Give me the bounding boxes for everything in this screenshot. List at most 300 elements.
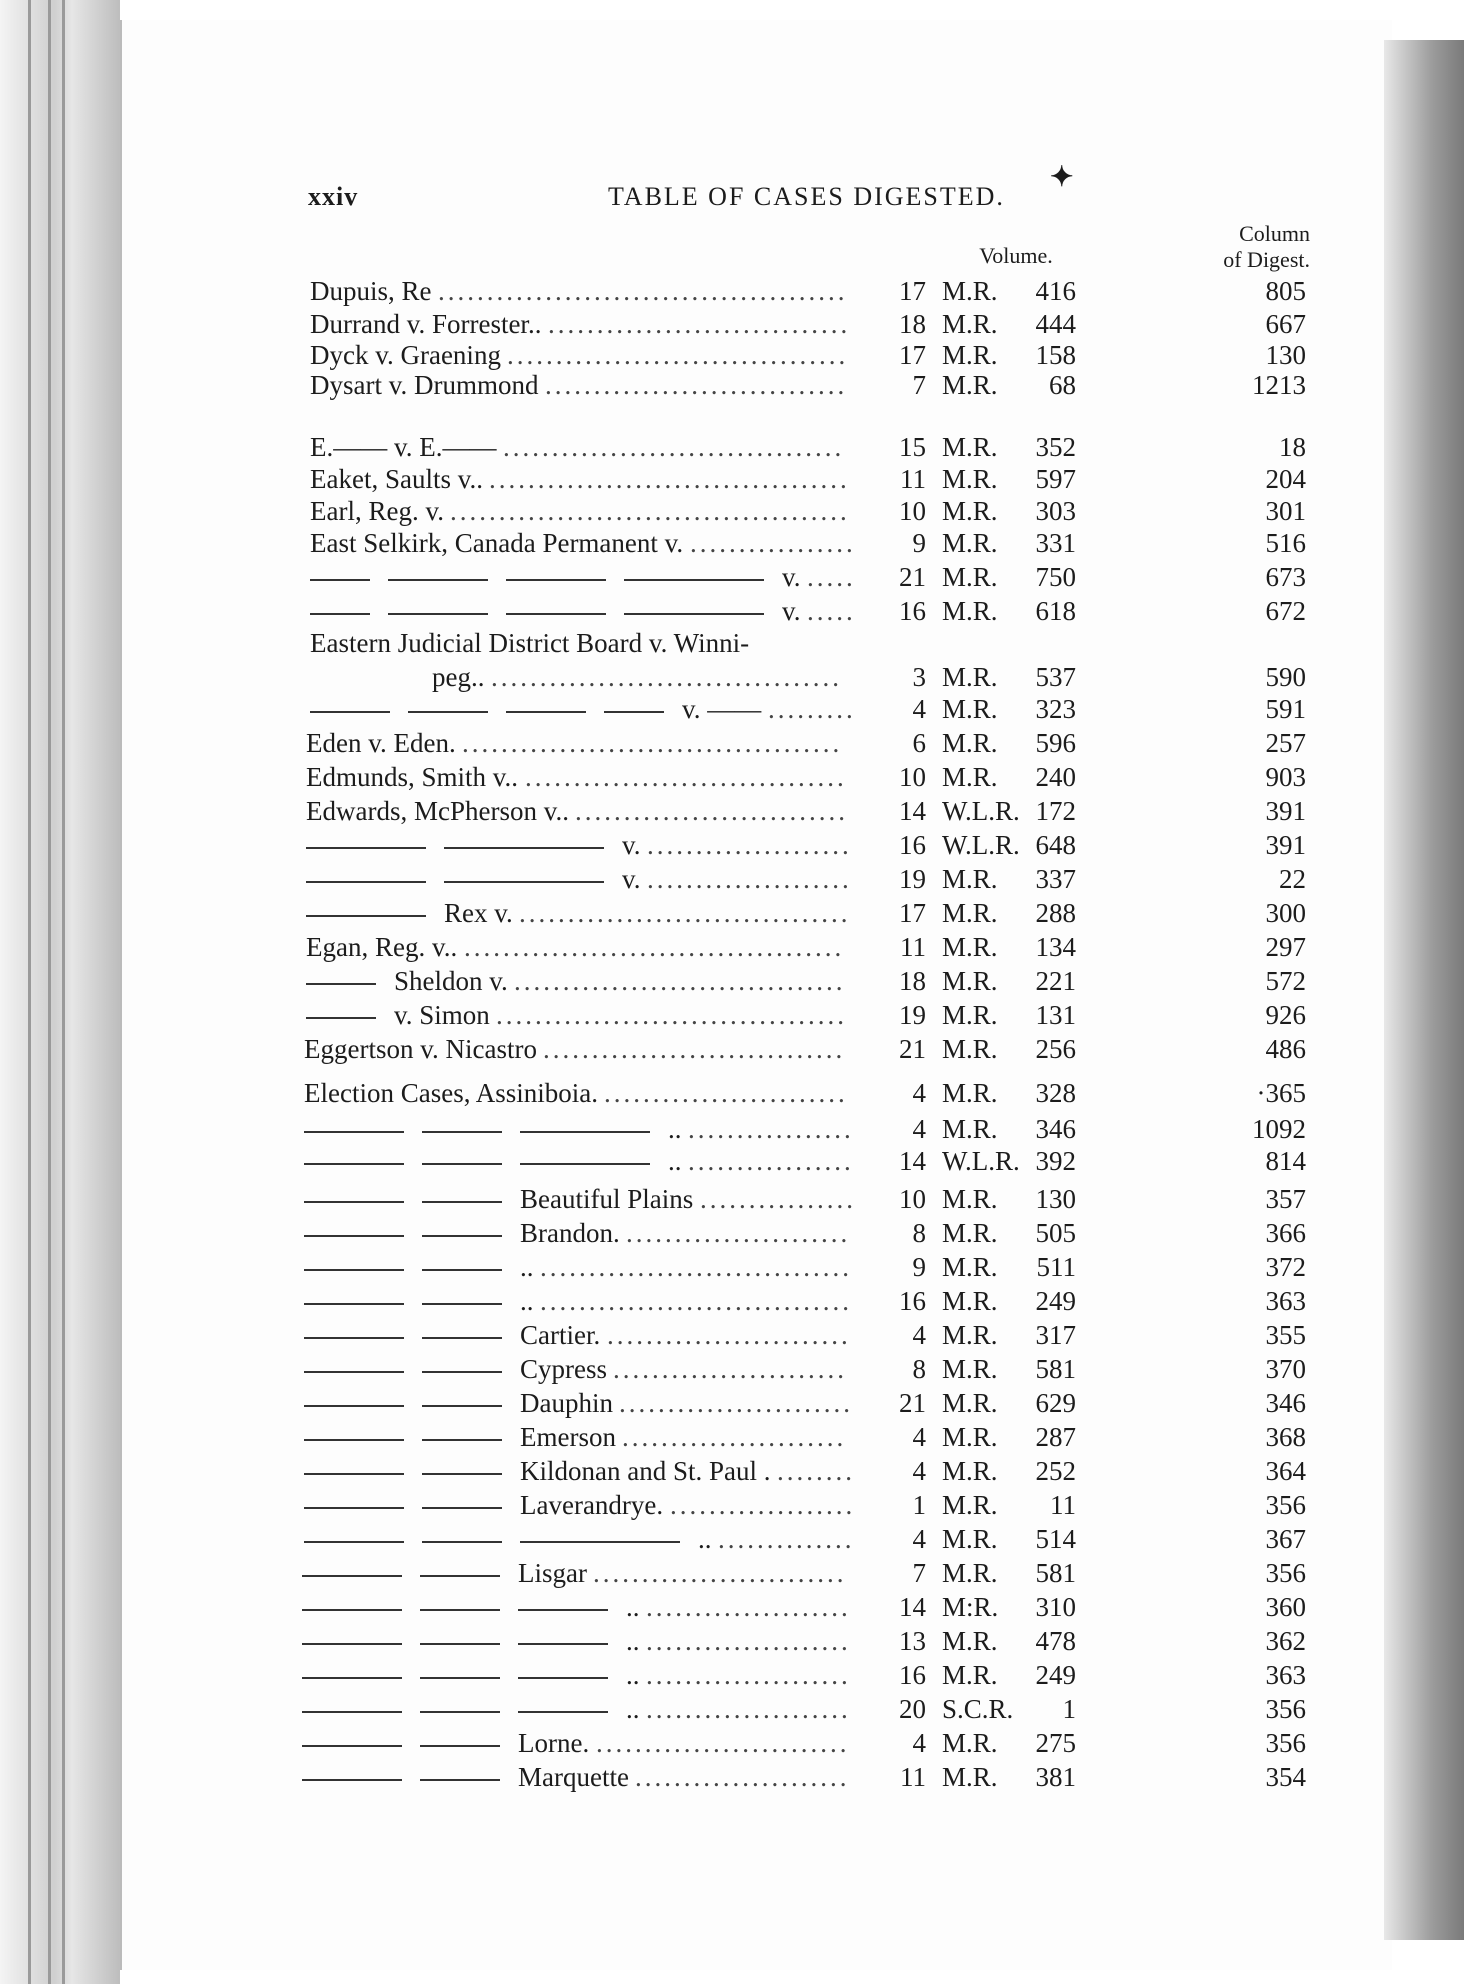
report-abbreviation: M.R.	[942, 276, 998, 306]
volume-number: 8	[912, 1354, 926, 1384]
report-abbreviation: M.R.	[942, 1354, 998, 1384]
leader-dots: ..........................	[593, 1558, 847, 1588]
leader-dots: ....................................	[496, 1000, 847, 1030]
case-name	[304, 1218, 620, 1249]
volume-number: 17	[899, 898, 926, 928]
volume-number: 9	[912, 528, 926, 558]
case-name	[310, 596, 801, 627]
case-name-text: v. Simon	[394, 1000, 490, 1030]
digest-column: 805	[1265, 276, 1306, 306]
case-name	[304, 1456, 771, 1487]
table-row	[0, 596, 1464, 630]
report-abbreviation: M.R.	[942, 1490, 998, 1520]
report-page: 596	[1035, 728, 1076, 758]
digest-column: 22	[1279, 864, 1306, 894]
leader-dots: ........................	[619, 1388, 853, 1418]
report-page: 240	[1035, 762, 1076, 792]
digest-column: 590	[1265, 662, 1306, 692]
case-name	[302, 1558, 587, 1589]
digest-column: 903	[1265, 762, 1306, 792]
case-name-text: Lorne.	[518, 1728, 590, 1758]
report-abbreviation: M.R.	[942, 1388, 998, 1418]
case-name	[310, 432, 496, 463]
leader-dots: ..................................	[514, 966, 846, 996]
ink-mark: ✦	[1050, 162, 1074, 193]
leader-dots: .....................	[646, 1694, 851, 1724]
case-name	[304, 1034, 537, 1065]
case-name	[310, 694, 761, 725]
volume-number: 3	[912, 662, 926, 692]
report-abbreviation: M.R.	[942, 1762, 998, 1792]
report-page: 629	[1035, 1388, 1076, 1418]
case-name-text: Rex v.	[444, 898, 513, 928]
case-name-text: ..	[520, 1252, 534, 1282]
digest-column: 372	[1265, 1252, 1306, 1282]
report-abbreviation: M.R.	[942, 1558, 998, 1588]
report-abbreviation: M.R.	[942, 1524, 998, 1554]
digest-column: 346	[1265, 1388, 1306, 1418]
table-row	[0, 1184, 1464, 1218]
page-header	[0, 182, 1464, 218]
volume-number: 1	[912, 1490, 926, 1520]
table-row	[0, 1626, 1464, 1660]
case-name-text: ..	[626, 1592, 640, 1622]
case-name	[310, 309, 541, 340]
case-name-text: Eastern Judicial District Board v. Winni-	[310, 628, 750, 658]
report-page: 158	[1035, 340, 1076, 370]
leader-dots: .................	[690, 528, 856, 558]
page-number: xxiv	[308, 182, 359, 211]
case-name-text: ..	[520, 1286, 534, 1316]
case-name	[304, 1388, 613, 1419]
case-name-text: Election Cases, Assiniboia.	[304, 1078, 598, 1108]
case-name-text: ..	[698, 1524, 712, 1554]
leader-dots: ..........................................	[438, 276, 848, 306]
report-page: 597	[1035, 464, 1076, 494]
case-name-text: v.	[622, 830, 641, 860]
leader-dots: .......................	[626, 1218, 851, 1248]
digest-column: 1213	[1252, 370, 1306, 400]
case-name-text: Laverandrye.	[520, 1490, 664, 1520]
table-row	[0, 1078, 1464, 1112]
case-name-text: ..	[626, 1626, 640, 1656]
report-abbreviation: M.R.	[942, 1114, 998, 1144]
digest-column: 591	[1265, 694, 1306, 724]
table-row	[0, 309, 1464, 343]
digest-column: 354	[1265, 1762, 1306, 1792]
report-page: 1	[1062, 1694, 1076, 1724]
leader-dots: ...............................	[548, 309, 851, 339]
volume-number: 4	[912, 1114, 926, 1144]
digest-column: 672	[1265, 596, 1306, 626]
digest-column: 297	[1265, 932, 1306, 962]
case-name	[306, 864, 641, 895]
report-abbreviation: M.R.	[942, 496, 998, 526]
case-name-text: ..	[668, 1146, 682, 1176]
table-row	[0, 932, 1464, 966]
column-header-line2: of Digest.	[1223, 247, 1310, 272]
table-row	[0, 1660, 1464, 1694]
case-name-text: ..	[626, 1660, 640, 1690]
case-name	[306, 1000, 490, 1031]
digest-column: 300	[1265, 898, 1306, 928]
report-page: 750	[1035, 562, 1076, 592]
report-abbreviation: M.R.	[942, 966, 998, 996]
volume-number: 14	[899, 796, 926, 826]
report-page: 221	[1035, 966, 1076, 996]
volume-number: 10	[899, 1184, 926, 1214]
volume-number: 9	[912, 1252, 926, 1282]
case-name-text: Cartier.	[520, 1320, 601, 1350]
report-page: 249	[1035, 1286, 1076, 1316]
report-abbreviation: M.R.	[942, 864, 998, 894]
leader-dots: ................................	[540, 1252, 852, 1282]
table-row	[0, 1524, 1464, 1558]
report-page: 514	[1035, 1524, 1076, 1554]
digest-column: ·365	[1256, 1078, 1306, 1108]
table-row	[0, 464, 1464, 498]
leader-dots: ................................	[540, 1286, 852, 1316]
report-page: 537	[1035, 662, 1076, 692]
case-name-text: v. ——	[682, 694, 762, 724]
volume-number: 21	[899, 1388, 926, 1418]
case-name-text: Eden v. Eden.	[306, 728, 456, 758]
case-name	[304, 1252, 534, 1283]
case-name	[302, 1592, 640, 1623]
report-abbreviation: M.R.	[942, 762, 998, 792]
case-name	[306, 932, 457, 963]
case-name-text: Brandon.	[520, 1218, 620, 1248]
volume-number: 4	[912, 694, 926, 724]
report-abbreviation: M.R.	[942, 1184, 998, 1214]
volume-number: 10	[899, 496, 926, 526]
digest-column: 360	[1265, 1592, 1306, 1622]
leader-dots: ....................................	[491, 662, 842, 692]
table-row	[0, 1146, 1464, 1180]
volume-number: 16	[899, 1660, 926, 1690]
report-page: 331	[1035, 528, 1076, 558]
table-row	[0, 1218, 1464, 1252]
digest-column: 926	[1265, 1000, 1306, 1030]
case-name-text: Lisgar	[518, 1558, 587, 1588]
case-name	[304, 1422, 616, 1453]
report-page: 303	[1035, 496, 1076, 526]
table-row	[0, 1490, 1464, 1524]
digest-column: 391	[1265, 830, 1306, 860]
digest-column: 370	[1265, 1354, 1306, 1384]
report-abbreviation: M.R.	[942, 370, 998, 400]
page-title: TABLE OF CASES DIGESTED.	[608, 182, 1005, 211]
report-abbreviation: M.R.	[942, 1422, 998, 1452]
table-row	[0, 528, 1464, 562]
volume-number: 11	[900, 1762, 926, 1792]
report-abbreviation: M.R.	[942, 309, 998, 339]
case-name	[310, 628, 749, 659]
case-name	[306, 762, 518, 793]
volume-number: 16	[899, 830, 926, 860]
case-name	[310, 370, 538, 401]
report-abbreviation: M.R.	[942, 1660, 998, 1690]
digest-column: 367	[1265, 1524, 1306, 1554]
report-abbreviation: S.C.R.	[942, 1694, 1014, 1724]
column-header-line1: Column	[1239, 221, 1310, 246]
table-row	[0, 276, 1464, 310]
report-page: 275	[1035, 1728, 1076, 1758]
report-abbreviation: W.L.R.	[942, 830, 1020, 860]
leader-dots: .........................	[604, 1078, 848, 1108]
case-name	[310, 276, 432, 307]
digest-column: 363	[1265, 1286, 1306, 1316]
volume-number: 11	[900, 932, 926, 962]
table-row	[0, 898, 1464, 932]
report-page: 478	[1035, 1626, 1076, 1656]
case-name-text: ..	[668, 1114, 682, 1144]
table-row	[0, 1694, 1464, 1728]
digest-column: 368	[1265, 1422, 1306, 1452]
table-row	[0, 1252, 1464, 1286]
volume-number: 17	[899, 340, 926, 370]
table-row	[0, 728, 1464, 762]
case-name-text: Dauphin	[520, 1388, 613, 1418]
case-name-text: ..	[626, 1694, 640, 1724]
digest-column: 391	[1265, 796, 1306, 826]
volume-number: 17	[899, 276, 926, 306]
table-row	[0, 370, 1464, 404]
leader-dots: ...................................	[503, 432, 845, 462]
volume-number: 18	[899, 966, 926, 996]
case-name-text: Sheldon v.	[394, 966, 508, 996]
digest-column: 257	[1265, 728, 1306, 758]
digest-column: 364	[1265, 1456, 1306, 1486]
case-name-text: Edwards, McPherson v..	[306, 796, 569, 826]
report-page: 310	[1035, 1592, 1076, 1622]
case-name	[306, 796, 569, 827]
report-page: 581	[1035, 1558, 1076, 1588]
report-abbreviation: M.R.	[942, 1034, 998, 1064]
digest-column: 355	[1265, 1320, 1306, 1350]
report-page: 131	[1035, 1000, 1076, 1030]
table-row	[0, 762, 1464, 796]
case-name	[310, 464, 483, 495]
table-row	[0, 496, 1464, 530]
report-abbreviation: M.R.	[942, 898, 998, 928]
table-row	[0, 864, 1464, 898]
report-abbreviation: M.R.	[942, 1456, 998, 1486]
volume-number: 4	[912, 1320, 926, 1350]
report-page: 11	[1050, 1490, 1076, 1520]
case-name	[306, 898, 513, 929]
table-row	[0, 1422, 1464, 1456]
leader-dots: .....................	[647, 864, 852, 894]
table-row	[0, 830, 1464, 864]
digest-column: 356	[1265, 1694, 1306, 1724]
report-abbreviation: M.R.	[942, 1000, 998, 1030]
table-row	[0, 662, 1464, 696]
volume-number: 10	[899, 762, 926, 792]
table-row	[0, 1456, 1464, 1490]
case-name	[306, 728, 456, 759]
table-row	[0, 1762, 1464, 1796]
table-row	[0, 1728, 1464, 1762]
report-page: 505	[1035, 1218, 1076, 1248]
volume-number: 6	[912, 728, 926, 758]
case-name-text: Marquette	[518, 1762, 629, 1792]
volume-number: 15	[899, 432, 926, 462]
report-page: 648	[1035, 830, 1076, 860]
report-abbreviation: M.R.	[942, 562, 998, 592]
report-page: 618	[1035, 596, 1076, 626]
volume-number: 16	[899, 1286, 926, 1316]
table-row	[0, 694, 1464, 728]
leader-dots: .....................................	[489, 464, 850, 494]
volume-number: 19	[899, 1000, 926, 1030]
report-abbreviation: M.R.	[942, 1218, 998, 1248]
case-name	[304, 1490, 663, 1521]
report-page: 328	[1035, 1078, 1076, 1108]
case-name-text: Beautiful Plains	[520, 1184, 694, 1214]
volume-number: 21	[899, 562, 926, 592]
report-page: 134	[1035, 932, 1076, 962]
table-row	[0, 1388, 1464, 1422]
table-row	[0, 1558, 1464, 1592]
volume-number: 4	[912, 1422, 926, 1452]
report-abbreviation: W.L.R.	[942, 1146, 1020, 1176]
report-page: 256	[1035, 1034, 1076, 1064]
case-name	[304, 1146, 682, 1177]
leader-dots: .........................	[607, 1320, 851, 1350]
case-name	[310, 528, 683, 559]
report-page: 287	[1035, 1422, 1076, 1452]
leader-dots: ......................	[635, 1762, 850, 1792]
case-name	[304, 1114, 682, 1145]
table-row	[0, 1114, 1464, 1148]
case-name	[304, 1354, 607, 1385]
table-row	[0, 562, 1464, 596]
case-name	[310, 562, 801, 593]
volume-number: 11	[900, 464, 926, 494]
case-name	[310, 340, 501, 371]
digest-column: 301	[1265, 496, 1306, 526]
volume-number: 7	[912, 370, 926, 400]
case-name	[304, 1184, 693, 1215]
case-name-text: Eaket, Saults v..	[310, 464, 483, 494]
case-name	[302, 1694, 640, 1725]
report-page: 252	[1035, 1456, 1076, 1486]
volume-number: 4	[912, 1728, 926, 1758]
table-row	[0, 796, 1464, 830]
report-abbreviation: M.R.	[942, 1728, 998, 1758]
digest-column: 362	[1265, 1626, 1306, 1656]
case-name	[304, 1078, 598, 1109]
report-page: 346	[1035, 1114, 1076, 1144]
report-page: 68	[1049, 370, 1076, 400]
report-page: 337	[1035, 864, 1076, 894]
case-name-text: East Selkirk, Canada Permanent v.	[310, 528, 684, 558]
table-row	[0, 1354, 1464, 1388]
report-abbreviation: M.R.	[942, 1252, 998, 1282]
case-name-text: Emerson	[520, 1422, 616, 1452]
table-row	[0, 1320, 1464, 1354]
volume-number: 13	[899, 1626, 926, 1656]
volume-number: 20	[899, 1694, 926, 1724]
volume-number: 4	[912, 1524, 926, 1554]
report-abbreviation: M.R.	[942, 1078, 998, 1108]
case-name-text: Dysart v. Drummond	[310, 370, 539, 400]
report-page: 249	[1035, 1660, 1076, 1690]
report-abbreviation: M.R.	[942, 1320, 998, 1350]
report-page: 511	[1036, 1252, 1076, 1282]
case-name-text: Eggertson v. Nicastro	[304, 1034, 537, 1064]
case-name	[302, 1728, 589, 1759]
digest-column: 667	[1265, 309, 1306, 339]
case-name	[304, 1286, 534, 1317]
leader-dots: .......................	[622, 1422, 847, 1452]
report-abbreviation: M.R.	[942, 662, 998, 692]
digest-column: 486	[1265, 1034, 1306, 1064]
report-page: 317	[1035, 1320, 1076, 1350]
digest-column: 1092	[1252, 1114, 1306, 1144]
leader-dots: .....	[807, 562, 856, 592]
case-name-text: Cypress	[520, 1354, 607, 1384]
table-row	[0, 432, 1464, 466]
volume-number: 4	[912, 1456, 926, 1486]
report-abbreviation: M.R.	[942, 596, 998, 626]
case-name-text: peg..	[432, 662, 485, 692]
case-name	[302, 1660, 640, 1691]
case-name	[310, 496, 444, 527]
table-row	[0, 1000, 1464, 1034]
volume-number: 21	[899, 1034, 926, 1064]
leader-dots: ........	[777, 1456, 855, 1486]
table-row	[0, 628, 1464, 662]
digest-column: 814	[1265, 1146, 1306, 1176]
report-abbreviation: M.R.	[942, 1286, 998, 1316]
report-page: 172	[1035, 796, 1076, 826]
leader-dots: .....................	[647, 830, 852, 860]
case-name	[304, 1524, 712, 1555]
case-name-text: Earl, Reg. v.	[310, 496, 444, 526]
volume-number: 4	[912, 1078, 926, 1108]
leader-dots: ...............................	[543, 1034, 846, 1064]
leader-dots: ...................	[670, 1490, 856, 1520]
table-row	[0, 966, 1464, 1000]
report-page: 581	[1035, 1354, 1076, 1384]
report-abbreviation: M.R.	[942, 728, 998, 758]
leader-dots: .....................	[646, 1660, 851, 1690]
table-row	[0, 1592, 1464, 1626]
report-page: 130	[1035, 1184, 1076, 1214]
volume-number: 19	[899, 864, 926, 894]
case-name-text: Edmunds, Smith v..	[306, 762, 519, 792]
report-abbreviation: M.R.	[942, 464, 998, 494]
case-name-text: Dupuis, Re	[310, 276, 432, 306]
report-page: 381	[1035, 1762, 1076, 1792]
digest-column: 18	[1279, 432, 1306, 462]
case-name-text: Durrand v. Forrester..	[310, 309, 542, 339]
leader-dots: .......................................	[462, 728, 843, 758]
leader-dots: .................................	[525, 762, 847, 792]
leader-dots: ..................................	[519, 898, 851, 928]
case-name-text: v.	[782, 596, 801, 626]
leader-dots: ...................................	[507, 340, 849, 370]
digest-column: 204	[1265, 464, 1306, 494]
digest-column: 366	[1265, 1218, 1306, 1248]
digest-column: 572	[1265, 966, 1306, 996]
report-page: 288	[1035, 898, 1076, 928]
report-page: 416	[1035, 276, 1076, 306]
volume-number: 7	[912, 1558, 926, 1588]
leader-dots: .................	[688, 1114, 854, 1144]
